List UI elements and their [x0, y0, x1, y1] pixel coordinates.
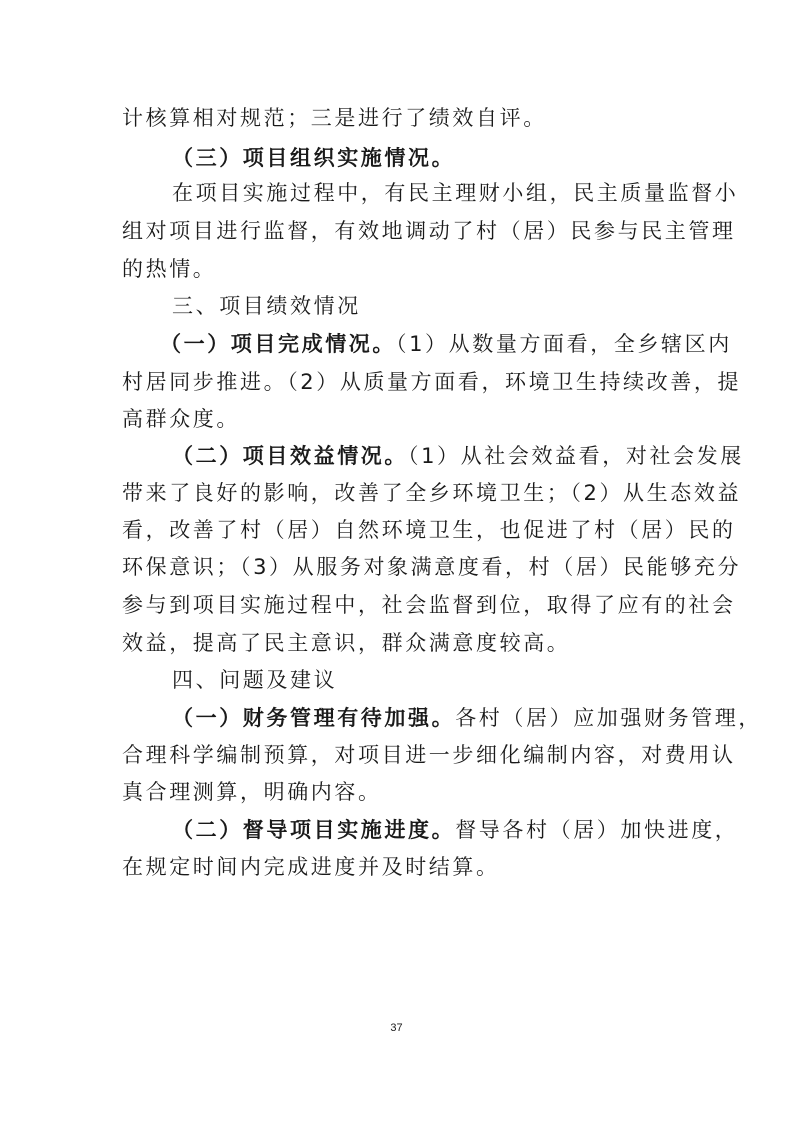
paragraph-line: [172, 708, 762, 729]
paragraph-line: 看，改善了村（居）自然环境卫生，也促进了村（居）民的: [122, 518, 736, 542]
paragraph-line: 在规定时间内完成进度并及时结算。: [122, 855, 500, 879]
subheading-project-benefit: （二）项目效益情况。: [172, 444, 408, 468]
paragraph-text: （1）从社会效益看，对社会发展: [408, 444, 744, 468]
section-heading-performance: 三、项目绩效情况: [172, 294, 361, 318]
paragraph-line: 真合理测算，明确内容。: [122, 780, 382, 804]
paragraph-line: 带来了良好的影响，改善了全乡环境卫生；（2）从生态效益: [122, 481, 742, 505]
paragraph-text: 各村（居）应加强财务管理，: [455, 706, 763, 730]
subheading-project-organization: （三）项目组织实施情况。: [172, 146, 456, 170]
paragraph-line: 村居同步推进。（2）从质量方面看，环境卫生持续改善，提: [122, 370, 742, 394]
subheading-supervision: （二）督导项目实施进度。: [172, 818, 456, 842]
paragraph-text: （1）从数量方面看，全乡辖区内: [396, 332, 732, 356]
paragraph-line: 参与到项目实施过程中，社会监督到位，取得了应有的社会: [122, 593, 736, 617]
paragraph-line: [172, 820, 738, 841]
paragraph-line: 高群众度。: [122, 407, 240, 431]
paragraph-text: 督导各村（居）加快进度，: [455, 818, 739, 842]
paragraph-line: 合理科学编制预算，对项目进一步细化编制内容，对费用认: [122, 743, 736, 767]
paragraph-line: 组对项目进行监督，有效地调动了村（居）民参与民主管理: [122, 219, 736, 243]
section-heading-problems: 四、问题及建议: [172, 668, 338, 692]
paragraph-line: 计核算相对规范；三是进行了绩效自评。: [122, 106, 547, 130]
subheading-finance: （一）财务管理有待加强。: [172, 706, 456, 730]
paragraph-line: 效益，提高了民主意识，群众满意度较高。: [122, 631, 571, 655]
paragraph-line: 在项目实施过程中，有民主理财小组，民主质量监督小: [172, 181, 739, 205]
paragraph-line: 环保意识；（3）从服务对象满意度看，村（居）民能够充分: [122, 555, 742, 579]
paragraph-line: 的热情。: [122, 257, 217, 281]
subheading-project-completion: （一）项目完成情况。: [160, 332, 396, 356]
paragraph-line: [160, 334, 732, 355]
paragraph-line: [172, 446, 744, 467]
page-number: 37: [390, 1022, 403, 1034]
